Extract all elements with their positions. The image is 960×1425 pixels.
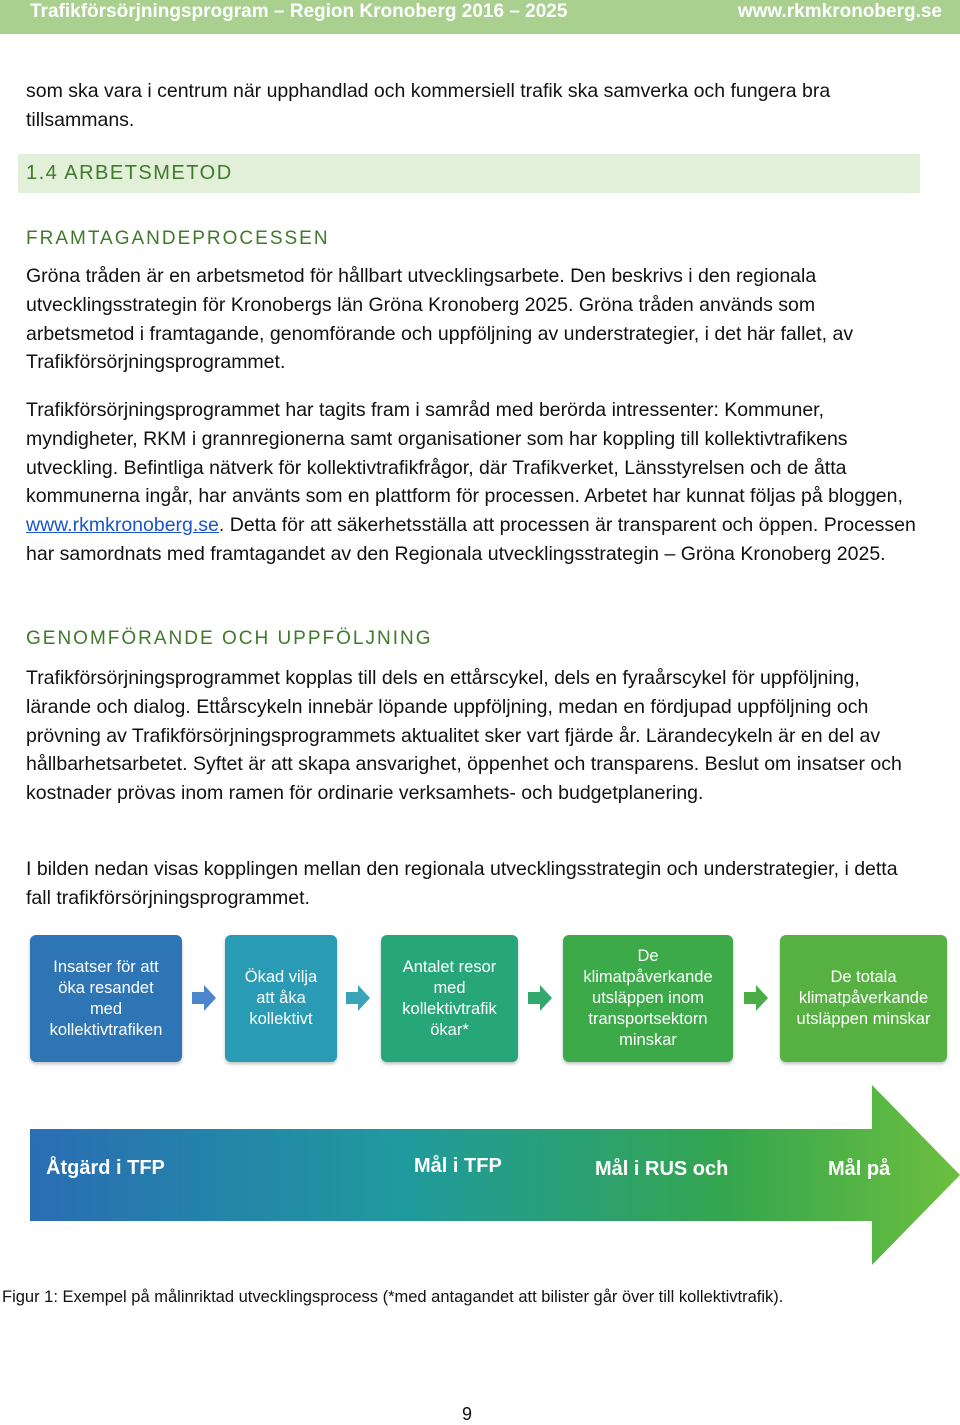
- blog-link[interactable]: www.rkmkronoberg.se: [26, 514, 219, 537]
- paragraph-samrad-text-2: . Detta för att säkerhetsställa att processen är transparent och öppen. Processen har samordnats med framtagandet av den Regionala utvecklingsstrategin – Gröna Kronoberg 2025.: [26, 514, 916, 565]
- section-title: 1.4 ARBETSMETOD: [26, 162, 233, 184]
- arrow-label-mal-pa: Mål på: [828, 1158, 891, 1180]
- process-box-label: Ökad vilja att åka kollektivt: [244, 968, 318, 1028]
- paragraph-uppfoljning: Trafikförsörjningsprogrammet kopplas till dels en ettårscykel, dels en fyraårscykel för uppföljning, lärande och dialog. Ettårscykeln innebär löpande uppföljning, medan en fördjupad uppföljning och prövning av Trafikförsörjningsprogrammets aktualitet sker vart fjärde år. Lärandecykeln är en del av hållbarhetsarbetet. Syftet är att skapa ansvarighet, öppenhet och transparens. Beslut om insatser och kostnader prövas inom ramen för ordinarie verksamhets- och budgetplanering.: [26, 667, 902, 805]
- process-arrow-4-icon: [744, 985, 768, 1011]
- paragraph-grona-traden: Gröna tråden är en arbetsmetod för hållbart utvecklingsarbete. Den beskrivs i den regionala utvecklingsstrategin för Kronobergs län Gröna Kronoberg 2025. Gröna tråden används som arbetsmetod i framtagande, genomförande och uppföljning av understrategier, i det här fallet, av Trafikförsörjningsprogrammet.: [26, 265, 854, 374]
- process-arrow-1-icon: [192, 985, 216, 1011]
- intro-paragraph: som ska vara i centrum när upphandlad och kommersiell trafik ska samverka och fungera bra tillsammans.: [26, 80, 831, 131]
- process-arrow-2-icon: [346, 985, 370, 1011]
- arrow-label-mal-rus: Mål i RUS och: [595, 1158, 729, 1180]
- process-box-label: De totala klimatpåverkande utsläppen minskar: [796, 968, 931, 1028]
- process-box-label: Antalet resor med kollektivtrafik ökar*: [402, 957, 497, 1039]
- section-heading-box: [18, 154, 920, 193]
- process-box-resor: [381, 935, 518, 1062]
- process-box-totala: [780, 935, 947, 1062]
- arrow-label-mal-tfp: Mål i TFP: [414, 1155, 502, 1177]
- process-box-label: De klimatpåverkande utsläppen inom transportsektorn minskar: [583, 947, 713, 1049]
- subheading-genomforande: GENOMFÖRANDE OCH UPPFÖLJNING: [26, 628, 433, 649]
- header-url[interactable]: www.rkmkronoberg.se: [737, 1, 942, 22]
- paragraph-samrad-text-1: Trafikförsörjningsprogrammet har tagits fram i samråd med berörda intressenter: Kommuner, myndigheter, RKM i grannregionerna samt organisationer som har koppling till kollektivtrafikens utveckling. Befintliga nätverk för kollektivtrafikfrågor, där Trafikverket, Länsstyrelsen och de åtta kommunerna ingår, har använts som en plattform för processen. Arbetet har kunnat följas på bloggen,: [26, 399, 903, 508]
- page-header: [0, 0, 960, 34]
- page-number: 9: [462, 1404, 473, 1424]
- arrow-label-atgard: Åtgärd i TFP: [46, 1157, 165, 1179]
- paragraph-bilden: I bilden nedan visas kopplingen mellan den regionala utvecklingsstrategin och understrategier, i detta fall trafikförsörjningsprogrammet.: [26, 858, 898, 909]
- process-box-insatser: [30, 935, 182, 1062]
- process-box-label: Insatser för att öka resandet med kollektivtrafiken: [49, 957, 163, 1039]
- subheading-framtagande: FRAMTAGANDEPROCESSEN: [26, 228, 330, 249]
- process-box-transport: [563, 935, 733, 1062]
- figure-caption: Figur 1: Exempel på målinriktad utvecklingsprocess (*med antagandet att bilister går över till kollektivtrafik).: [2, 1288, 784, 1306]
- paragraph-samrad: [26, 396, 926, 569]
- process-arrow-3-icon: [528, 985, 552, 1011]
- process-box-vilja: [225, 935, 337, 1062]
- header-title: Trafikförsörjningsprogram – Region Kronoberg 2016 – 2025: [30, 1, 568, 22]
